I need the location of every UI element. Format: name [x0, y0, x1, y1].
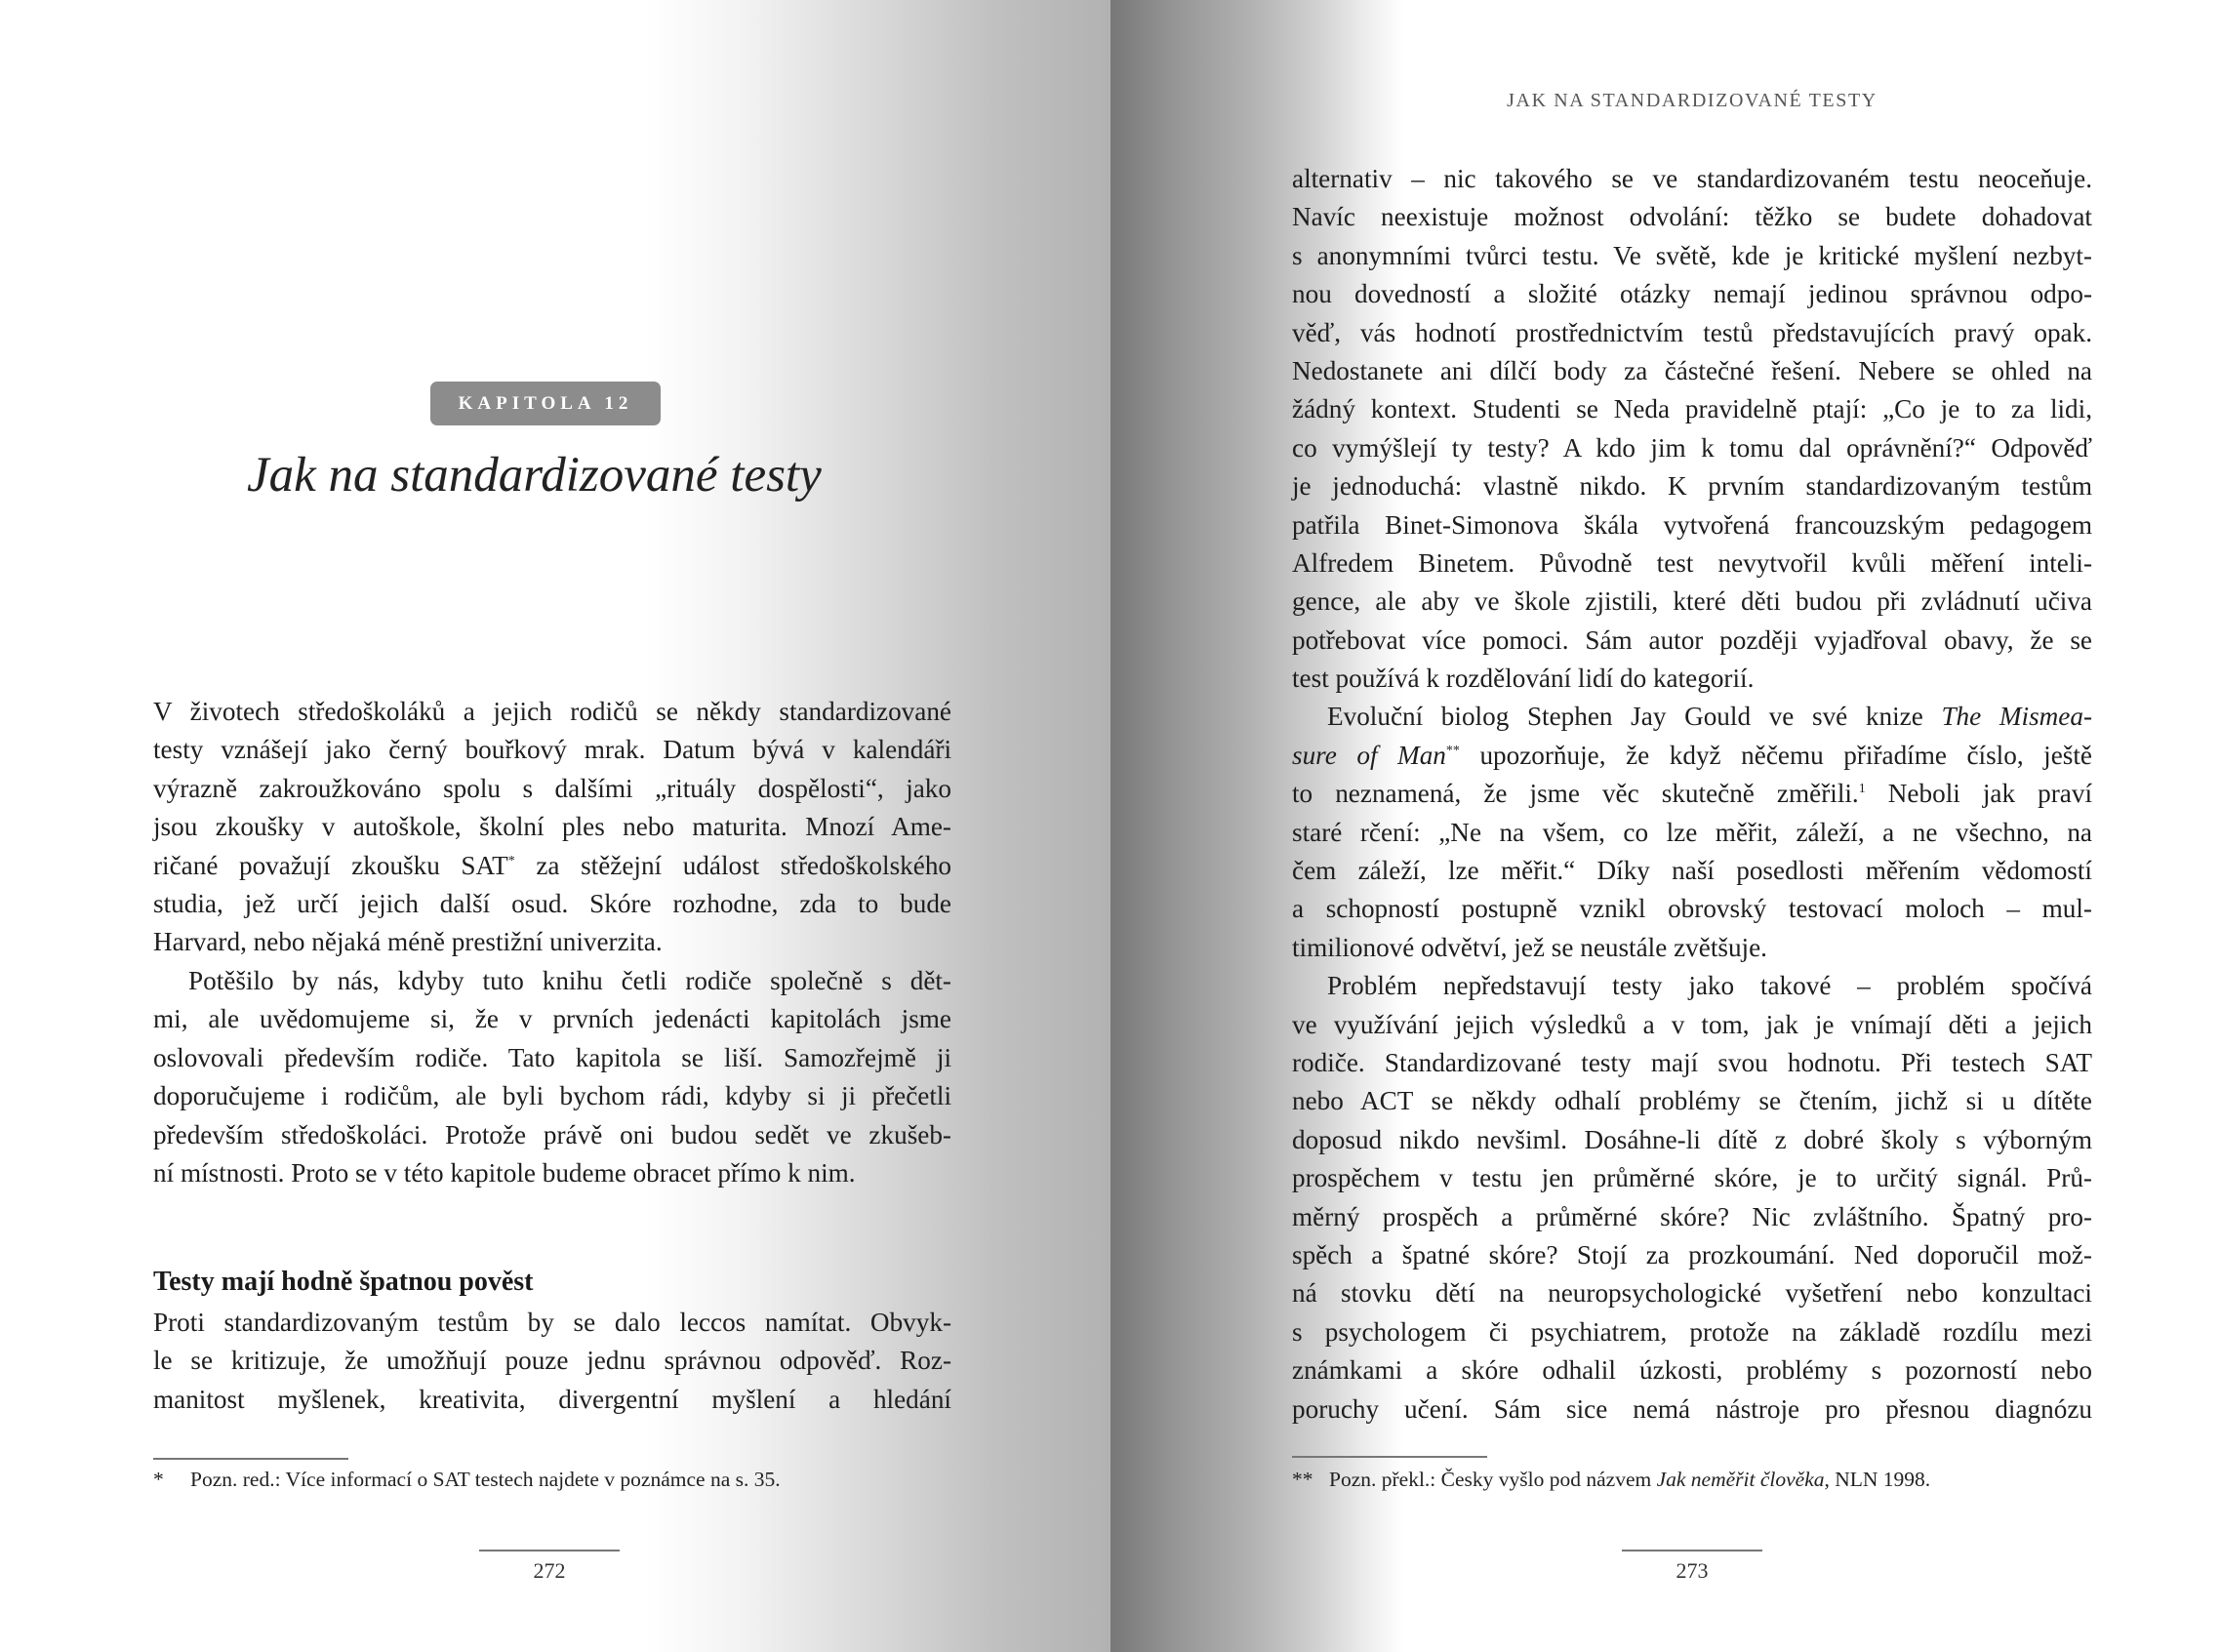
text-line: prospěchem v testu jen průměrné skóre, je to určitý signál. Prů-: [1292, 1163, 2092, 1193]
text-line: Alfredem Binetem. Původně test nevytvořil kvůli měření inteli-: [1292, 547, 2092, 578]
text-line: staré rčení: „Ne na všem, co lze měřit, záleží, a ne všechno, na: [1292, 817, 2092, 847]
text-line: Nedostanete ani dílčí body za částečné řešení. Nebere se ohled na: [1292, 355, 2092, 385]
left-footnote: [153, 1468, 781, 1492]
text-line: spěch a špatné skóre? Stojí za prozkoumání. Ned doporučil mož-: [1292, 1239, 2092, 1269]
text-line: gence, ale aby ve škole zjistili, které děti budou při zvládnutí učiva: [1292, 586, 2092, 617]
text-line: výrazně zakroužkováno spolu s dalšími „rituály dospělosti“, jako: [153, 773, 951, 803]
left-paragraph-2: [153, 962, 951, 1192]
page-number-rule: [1622, 1550, 1762, 1551]
running-head: JAK NA STANDARDIZOVANÉ TESTY: [1507, 90, 1878, 111]
footnote-rule: [153, 1458, 348, 1460]
text-line: mi, ale uvědomujeme si, že v prvních jedenácti kapitolách jsme: [153, 1004, 951, 1034]
text-line: oslovovali především rodiče. Tato kapitola se liší. Samozřejmě ji: [153, 1042, 951, 1072]
footnote-ref[interactable]: *: [507, 853, 515, 868]
text-line: doposud nikdo nevšiml. Dosáhne-li dítě z dobré školy s výborným: [1292, 1124, 2092, 1154]
text-line: ve využívání jejich výsledků a v tom, jak je vnímají děti a jejich: [1292, 1009, 2092, 1039]
book-title-italic: The Mismea-: [1941, 702, 2092, 732]
text-line: V životech středoškoláků a jejich rodičů se někdy standardizované: [153, 697, 951, 726]
text-line: Potěšilo by nás, kdyby tuto knihu četli rodiče společně s dět-: [188, 966, 951, 995]
text-line: měrný prospěch a průměrné skóre? Nic zvláštního. Špatný pro-: [1292, 1201, 2092, 1231]
footnote-text: , NLN 1998.: [1824, 1468, 1931, 1491]
footnote-italic-title: Jak neměřit člověka: [1656, 1468, 1825, 1491]
text-line: doporučujeme i rodičům, ale byli bychom rádi, kdyby si ji přečetli: [153, 1081, 951, 1111]
left-paragraph-3: [153, 1304, 951, 1419]
text-line: co vymýšlejí ty testy? A kdo jim k tomu dal oprávnění?“ Odpověď: [1292, 432, 2092, 463]
footnote-text: Pozn. překl.: Česky vyšlo pod názvem: [1329, 1468, 1657, 1491]
footnote-mark: *: [153, 1468, 164, 1491]
text-segment: ričané považují zkoušku SAT: [153, 850, 508, 880]
text-segment: Neboli jak praví: [1865, 779, 2093, 809]
text-line: čem záleží, lze měřit.“ Díky naší posedlosti měřením vědomostí: [1292, 856, 2092, 886]
text-line: jsou zkoušky v autoškole, školní ples nebo maturita. Mnozí Ame-: [153, 812, 951, 842]
text-line: le se kritizuje, že umožňují pouze jednu správnou odpověď. Roz-: [153, 1346, 951, 1376]
text-line: test používá k rozdělování lidí do kategorií.: [1292, 664, 1755, 694]
text-line: patřila Binet-Simonova škála vytvořená francouzským pedagogem: [1292, 509, 2092, 540]
text-line: a schopností postupně vznikl obrovský testovací moloch – mul-: [1292, 894, 2092, 924]
text-line: známkami a skóre odhalil úzkosti, problémy s pozorností nebo: [1292, 1355, 2092, 1386]
text-line: rodiče. Standardizované testy mají svou hodnotu. Při testech SAT: [1292, 1047, 2092, 1077]
left-paragraph-1: [153, 693, 951, 962]
text-line: [1292, 698, 2092, 736]
text-line: nou dovedností a složité otázky nemají jedinou správnou odpo-: [1292, 279, 2092, 309]
text-line: manitost myšlenek, kreativita, divergentní myšlení a hledání: [153, 1384, 951, 1414]
footnote-mark: **: [1292, 1468, 1313, 1491]
text-line: [153, 847, 951, 885]
text-line: potřebovat více pomoci. Sám autor později vyjadřoval obavy, že se: [1292, 625, 2092, 655]
section-heading: Testy mají hodně špatnou pověst: [153, 1267, 534, 1297]
endnote-ref[interactable]: 1: [1858, 782, 1866, 797]
text-line: Proti standardizovaným testům by se dalo leccos namítat. Obvyk-: [153, 1308, 951, 1337]
text-line: Navíc neexistuje možnost odvolání: těžko se budete dohadovat: [1292, 202, 2092, 232]
chapter-title: Jak na standardizované testy: [247, 448, 822, 503]
text-line: Harvard, nebo nějaká méně prestižní univerzita.: [153, 927, 663, 957]
text-line: je jednoduchá: vlastně nikdo. K prvním standardizovaným testům: [1292, 471, 2092, 502]
text-line: ní místnosti. Proto se v této kapitole budeme obracet přímo k nim.: [153, 1157, 856, 1188]
text-line: Problém nepředstavují testy jako takové – problém spočívá: [1327, 971, 2092, 1001]
text-line: žádný kontext. Studenti se Neda pravidelně ptají: „Co je to za lidi,: [1292, 394, 2092, 424]
text-line: alternativ – nic takového se ve standardizovaném testu neoceňuje.: [1292, 164, 2092, 193]
page-number-right: 273: [1676, 1558, 1709, 1583]
footnote-text: Pozn. red.: Více informací o SAT testech najdete v poznámce na s. 35.: [190, 1468, 781, 1491]
text-segment: to neznamená, že jsme věc skutečně změřili.: [1292, 779, 1859, 809]
text-line: s psychologem či psychiatrem, protože na základě rozdílu mezi: [1292, 1316, 2092, 1347]
text-segment: za stěžejní událost středoškolského: [536, 850, 952, 880]
text-line: testy vznášejí jako černý bouřkový mrak. Datum bývá v kalendáři: [153, 735, 951, 765]
text-line: poruchy učení. Sám sice nemá nástroje pro přesnou diagnózu: [1292, 1393, 2092, 1424]
text-line: věď, vás hodnotí prostřednictvím testů představujících pravý opak.: [1292, 317, 2092, 347]
text-line: timilionové odvětví, jež se neustále zvětšuje.: [1292, 932, 1767, 962]
text-segment: upozorňuje, že když něčemu přiřadíme číslo, ještě: [1459, 740, 2092, 770]
page-number-rule: [479, 1550, 620, 1551]
page-number-left: 272: [533, 1558, 566, 1583]
text-line: především středoškoláci. Protože právě oni budou sedět ve zkušeb-: [153, 1119, 951, 1149]
text-line: nebo ACT se někdy odhalí problémy se čtením, jichž si u dítěte: [1292, 1086, 2092, 1116]
text-line: [1292, 737, 2092, 775]
text-line: ná stovku dětí na neuropsychologické vyšetření nebo konzultaci: [1292, 1278, 2092, 1309]
right-body: [1292, 160, 2092, 1429]
chapter-badge: KAPITOLA 12: [430, 382, 661, 425]
text-line: [1292, 775, 2092, 813]
book-title-italic: sure of Man: [1292, 740, 1446, 770]
text-line: s anonymními tvůrci testu. Ve světě, kde je kritické myšlení nezbyt-: [1292, 240, 2092, 270]
footnote-rule: [1292, 1456, 1487, 1458]
text-segment: Evoluční biolog Stephen Jay Gould ve své knize: [1327, 702, 1942, 732]
text-line: studia, jež určí jejich další osud. Skóre rozhodne, zda to bude: [153, 888, 951, 918]
footnote-ref[interactable]: **: [1445, 743, 1460, 758]
right-footnote: [1292, 1468, 1930, 1492]
